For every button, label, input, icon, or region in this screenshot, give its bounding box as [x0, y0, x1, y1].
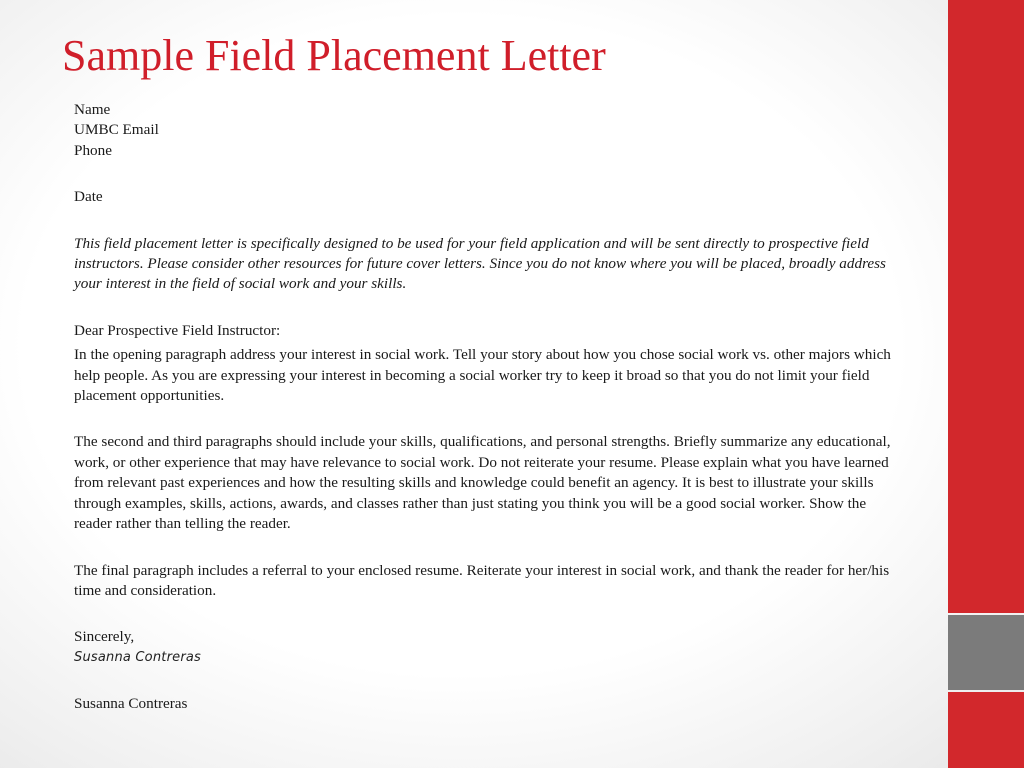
- paragraph-skills: The second and third paragraphs should include your skills, qualifications, and personal strengths. Briefly summarize any educational, work, or other experience that may have relevance to social work. Do not reiterate your resume. Please explain what you have learned from relevant past experiences and how the resulting skills and knowledge could benefit an agency. It is best to illustrate your skills through examples, skills, actions, awards, and classes rather than just stating you think you will be a good social worker. Show the reader rather than telling the reader.: [74, 433, 891, 533]
- paragraph-final: The final paragraph includes a referral to your enclosed resume. Reiterate your interest in social work, and thank the reader for her/his time and consideration.: [74, 561, 890, 599]
- intro-note: This field placement letter is specifically designed to be used for your field application and will be sent directly to prospective field instructors. Please consider other resources for future cover letters. Since you do not know where you will be placed, broadly address your interest in the field of social work and your skills.: [74, 234, 886, 293]
- signature-printed: Susanna Contreras: [74, 694, 188, 712]
- closing: Sincerely,: [74, 628, 135, 646]
- signature-script: Susanna Contreras: [74, 649, 202, 665]
- header-email: UMBC Email: [74, 121, 159, 139]
- header-name: Name: [74, 101, 111, 118]
- side-bar-gray: [948, 615, 1024, 690]
- page-title: Sample Field Placement Letter: [62, 31, 606, 80]
- letter-body: [74, 100, 894, 714]
- paragraph-opening: In the opening paragraph address your interest in social work. Tell your story about how you chose social work vs. other majors which help people. As you are expressing your interest in becoming a social worker try to keep it broad so that you do not limit your field placement opportunities.: [74, 346, 891, 405]
- date-line: Date: [74, 188, 103, 206]
- side-bar-red-bottom: [948, 692, 1024, 768]
- header-phone: Phone: [74, 141, 112, 159]
- salutation: Dear Prospective Field Instructor:: [74, 321, 281, 339]
- side-bar-red-top: [948, 0, 1024, 613]
